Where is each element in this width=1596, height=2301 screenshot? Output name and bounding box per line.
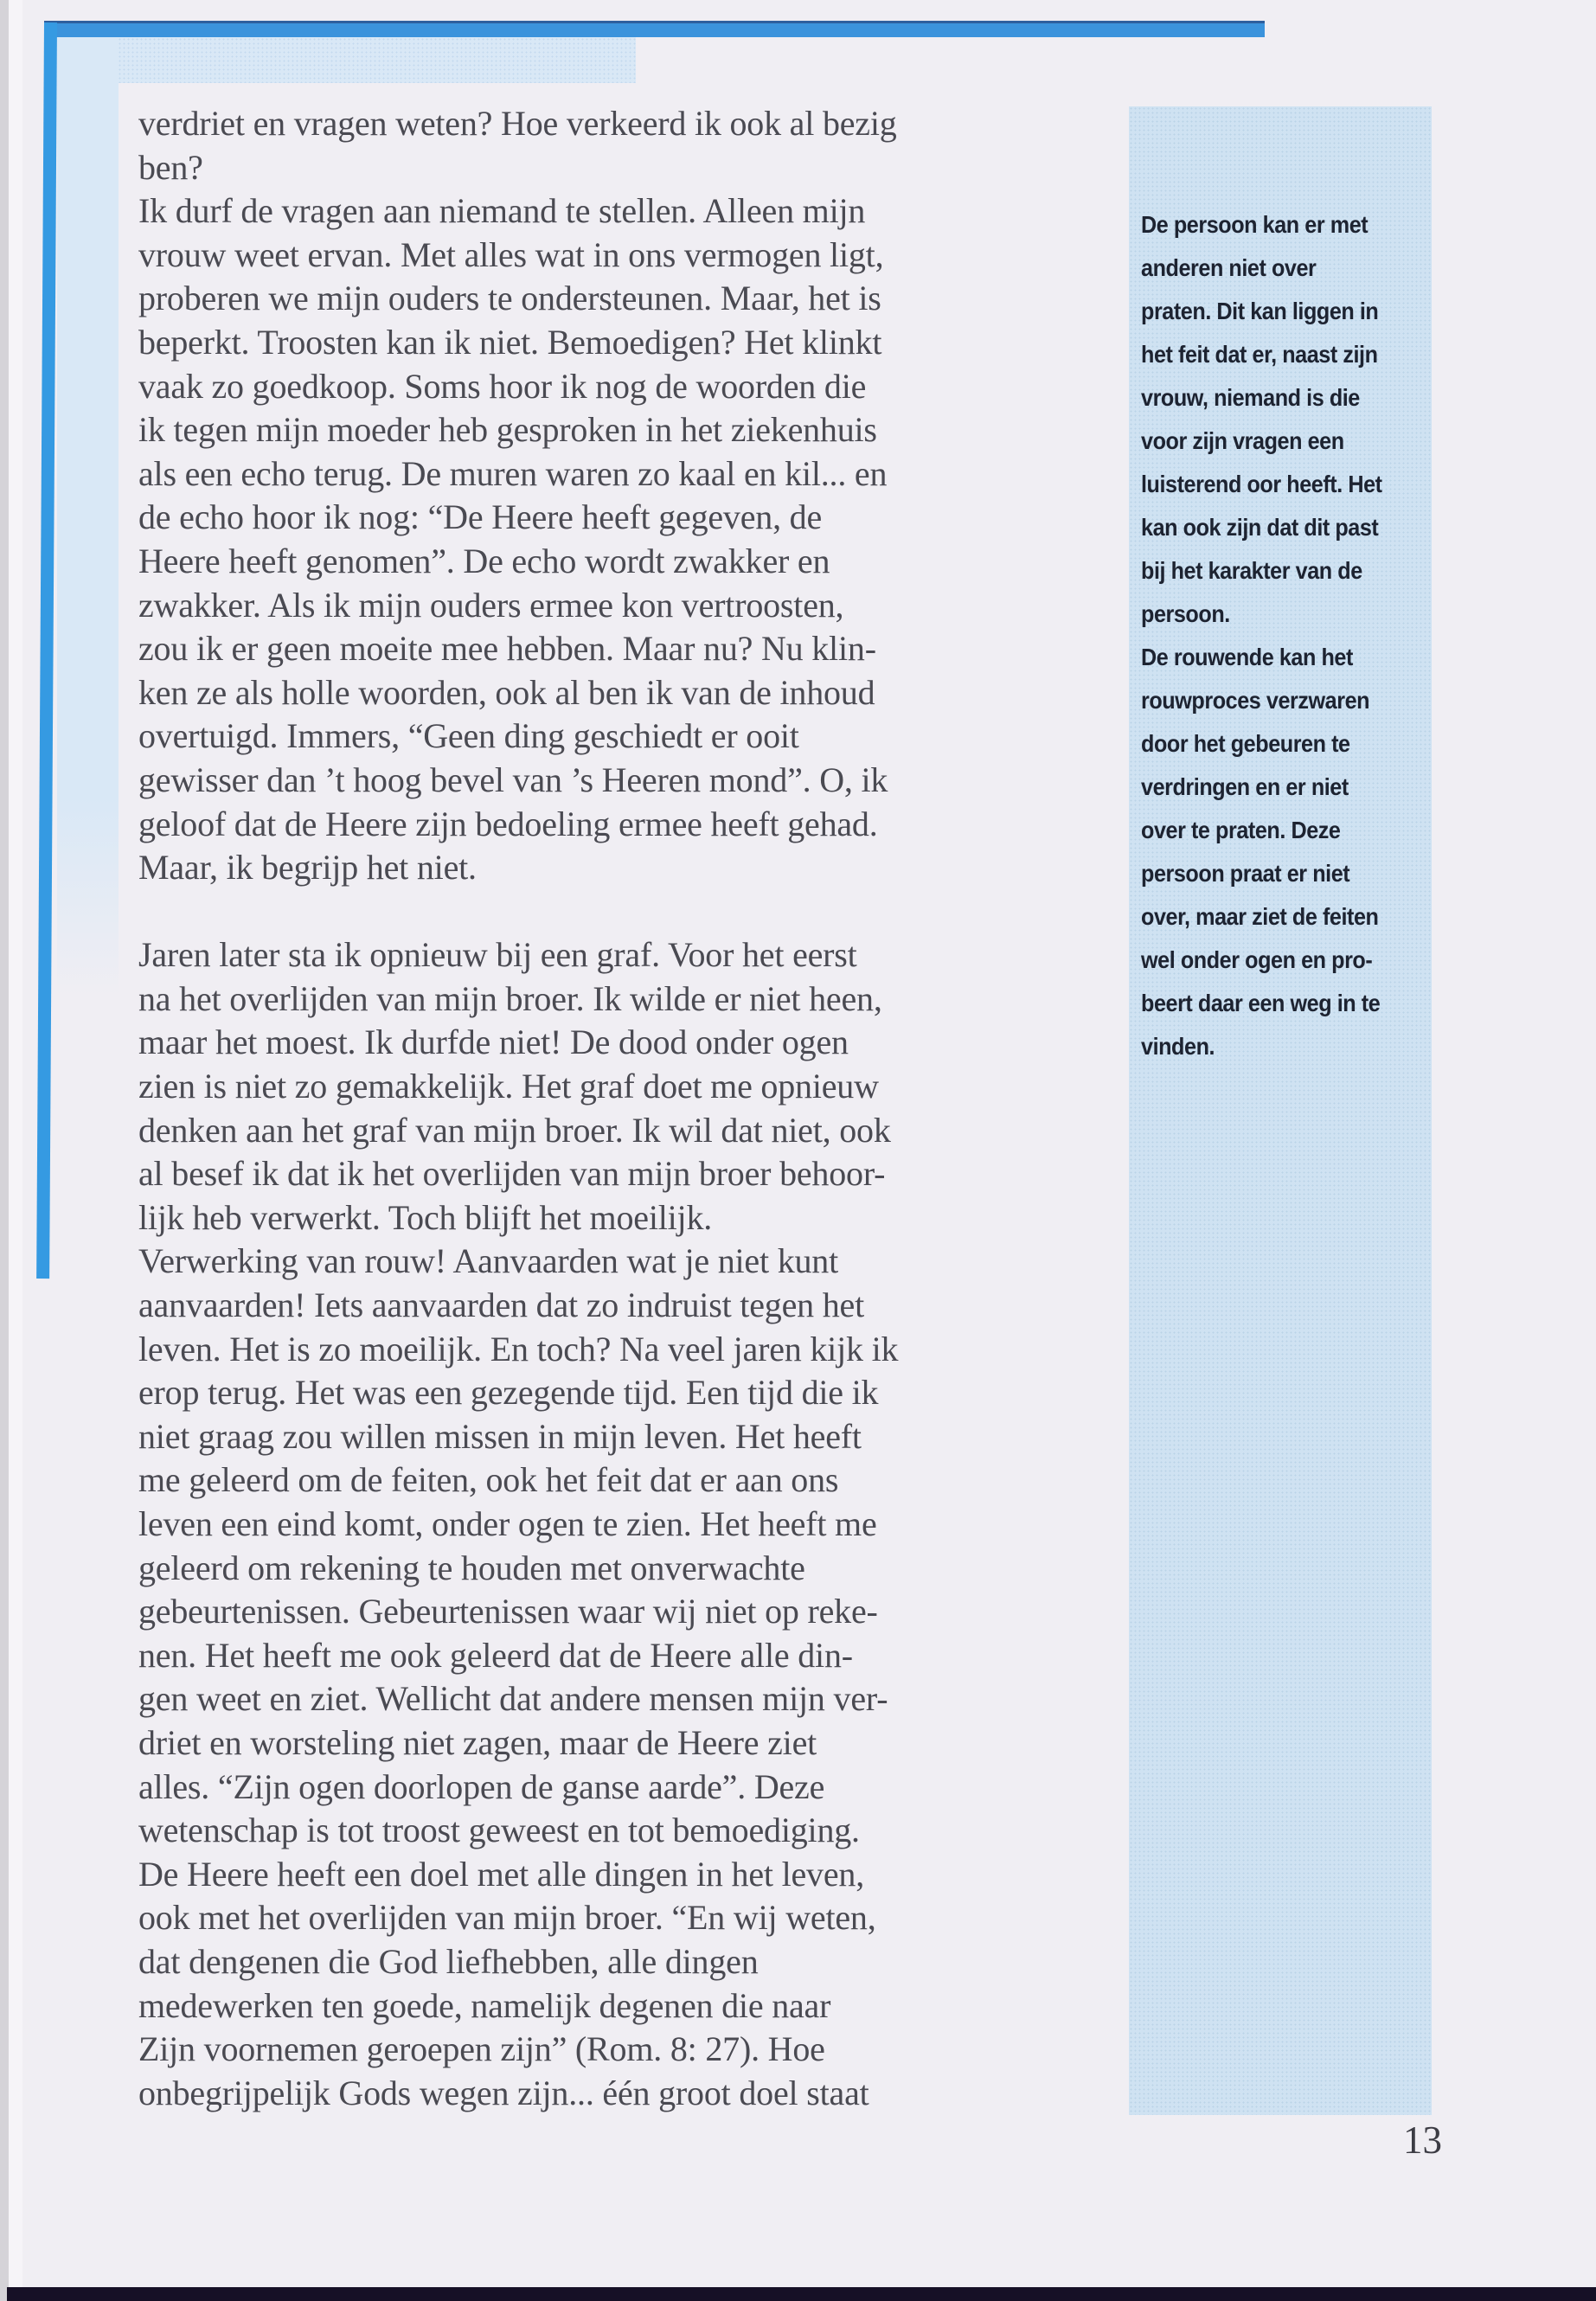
sidebar-line: De persoon kan er met <box>1141 211 1368 238</box>
sidebar-line: luisterend oor heeft. Het <box>1141 471 1382 497</box>
article-line: ook met het overlijden van mijn broer. “En wij weten, <box>138 1898 876 1938</box>
left-accent-bar <box>36 22 57 1279</box>
article-line: Maar, ik begrijp het niet. <box>138 848 477 888</box>
article-line: geleerd om rekening te houden met onverwachte <box>138 1548 805 1587</box>
article-line: ben? <box>138 147 203 187</box>
article-line: ken ze als holle woorden, ook al ben ik van de inhoud <box>138 672 875 712</box>
article-line: zwakker. Als ik mijn ouders ermee kon vertroosten, <box>138 585 844 625</box>
article-line: als een echo terug. De muren waren zo kaal en kil... en <box>138 453 888 493</box>
page-number: 13 <box>1403 2118 1442 2162</box>
sidebar-line: De rouwende kan het <box>1141 644 1353 670</box>
sidebar-line: vrouw, niemand is die <box>1141 384 1360 411</box>
sidebar-line: bij het karakter van de <box>1141 557 1362 584</box>
article-line: Zijn voornemen geroepen zijn” (Rom. 8: 27). Hoe <box>138 2029 825 2069</box>
article-line: zien is niet zo gemakkelijk. Het graf doet me opnieuw <box>138 1067 879 1106</box>
article-line: overtuigd. Immers, “Geen ding geschiedt er ooit <box>138 716 799 756</box>
article-line: leven een eind komt, onder ogen te zien. Het heeft me <box>138 1504 877 1543</box>
article-line: De Heere heeft een doel met alle dingen in het leven, <box>138 1854 865 1894</box>
article-paragraph-2 <box>138 933 1083 2115</box>
article-line: verdriet en vragen weten? Hoe verkeerd ik ook al bezig <box>138 104 897 143</box>
article-line: geloof dat de Heere zijn bedoeling ermee heeft gehad. <box>138 804 878 843</box>
article-line: Heere heeft genomen”. De echo wordt zwakker en <box>138 541 830 580</box>
article-line: erop terug. Het was een gezegende tijd. Een tijd die ik <box>138 1373 879 1413</box>
sidebar-line: voor zijn vragen een <box>1141 427 1344 454</box>
article-line: maar het moest. Ik durfde niet! De dood onder ogen <box>138 1022 849 1062</box>
sidebar-line: anderen niet over <box>1141 254 1317 281</box>
sidebar-line: wel onder ogen en pro- <box>1141 946 1373 973</box>
article-line: alles. “Zijn ogen doorlopen de ganse aarde”. Deze <box>138 1766 825 1806</box>
scan-edge-shadow <box>0 0 9 2301</box>
sidebar-note-panel <box>1129 106 1432 2115</box>
article-line: medewerken ten goede, namelijk degenen die naar <box>138 1985 831 2025</box>
article-line: lijk heb verwerkt. Toch blijft het moeilijk. <box>138 1197 713 1237</box>
sidebar-line: praten. Dit kan liggen in <box>1141 298 1379 324</box>
article-column <box>138 102 1083 2115</box>
article-line: vrouw weet ervan. Met alles wat in ons vermogen ligt, <box>138 234 884 274</box>
article-line: driet en worsteling niet zagen, maar de Heere ziet <box>138 1722 817 1762</box>
article-paragraph-1 <box>138 102 1083 890</box>
article-line: aanvaarden! Iets aanvaarden dat zo indruist tegen het <box>138 1285 864 1325</box>
article-line: nen. Het heeft me ook geleerd dat de Heere alle din- <box>138 1635 853 1675</box>
article-line: dat dengenen die God liefhebben, alle dingen <box>138 1941 759 1981</box>
article-line: Jaren later sta ik opnieuw bij een graf. Voor het eerst <box>138 935 857 975</box>
article-line: al besef ik dat ik het overlijden van mijn broer behoor- <box>138 1154 886 1194</box>
article-line: Verwerking van rouw! Aanvaarden wat je niet kunt <box>138 1241 839 1281</box>
sidebar-line: over te praten. Deze <box>1141 817 1341 843</box>
sidebar-note-text <box>1141 203 1426 1068</box>
article-line: Ik durf de vragen aan niemand te stellen. Alleen mijn <box>138 191 866 231</box>
sidebar-line: door het gebeuren te <box>1141 730 1350 757</box>
bottom-bar <box>7 2287 1596 2301</box>
article-line: denken aan het graf van mijn broer. Ik wil dat niet, ook <box>138 1110 891 1150</box>
sidebar-line: het feit dat er, naast zijn <box>1141 341 1378 368</box>
article-line: gebeurtenissen. Gebeurtenissen waar wij niet op reke- <box>138 1592 878 1631</box>
article-line: gen weet en ziet. Wellicht dat andere mensen mijn ver- <box>138 1679 888 1719</box>
scan-edge-highlight <box>9 0 22 2301</box>
article-line: wetenschap is tot troost geweest en tot bemoediging. <box>138 1811 860 1850</box>
sidebar-line: verdringen en er niet <box>1141 773 1349 800</box>
article-line: gewisser dan ’t hoog bevel van ’s Heeren mond”. O, ik <box>138 760 888 799</box>
article-line: onbegrijpelijk Gods wegen zijn... één groot doel staat <box>138 2073 869 2112</box>
pale-highlight-block-left <box>57 37 119 997</box>
article-line: niet graag zou willen missen in mijn leven. Het heeft <box>138 1416 862 1456</box>
article-line: beperkt. Troosten kan ik niet. Bemoedigen? Het klinkt <box>138 322 882 362</box>
article-line: zou ik er geen moeite mee hebben. Maar nu? Nu klin- <box>138 629 876 669</box>
sidebar-line: persoon praat er niet <box>1141 860 1350 887</box>
sidebar-line: rouwproces verzwaren <box>1141 687 1370 714</box>
article-line: vaak zo goedkoop. Soms hoor ik nog de woorden die <box>138 366 867 406</box>
article-line: ik tegen mijn moeder heb gesproken in het ziekenhuis <box>138 410 877 450</box>
top-accent-bar <box>44 21 1265 37</box>
sidebar-line: vinden. <box>1141 1033 1215 1060</box>
article-line: me geleerd om de feiten, ook het feit dat er aan ons <box>138 1460 839 1500</box>
sidebar-line: over, maar ziet de feiten <box>1141 903 1379 930</box>
article-line: de echo hoor ik nog: “De Heere heeft gegeven, de <box>138 497 823 537</box>
pale-highlight-block-top <box>57 37 636 83</box>
article-line: na het overlijden van mijn broer. Ik wilde er niet heen, <box>138 978 882 1018</box>
sidebar-line: beert daar een weg in te <box>1141 990 1381 1016</box>
sidebar-line: persoon. <box>1141 600 1230 627</box>
article-line: proberen we mijn ouders te ondersteunen. Maar, het is <box>138 279 881 318</box>
article-line: leven. Het is zo moeilijk. En toch? Na veel jaren kijk ik <box>138 1329 899 1368</box>
sidebar-line: kan ook zijn dat dit past <box>1141 514 1379 541</box>
